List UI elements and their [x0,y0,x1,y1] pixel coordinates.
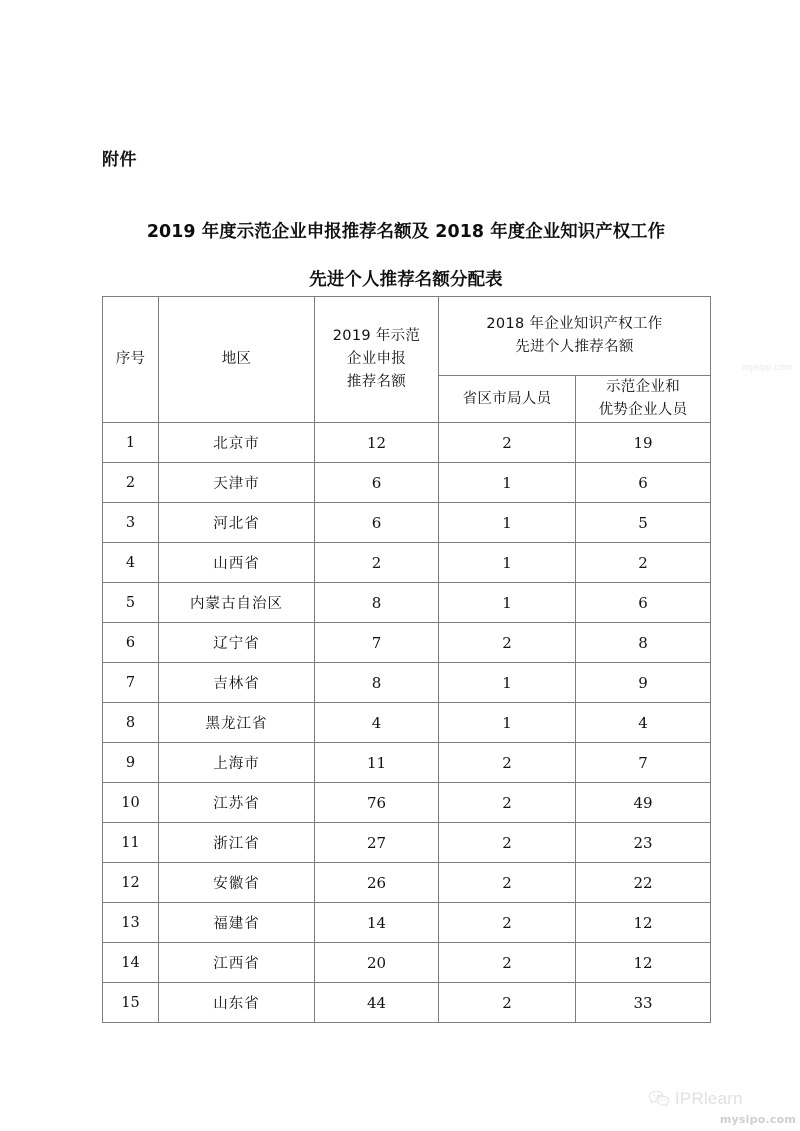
cell-provincial: 2 [439,783,576,823]
cell-enterprise: 22 [576,863,711,903]
cell-region: 福建省 [159,903,315,943]
column-header-group-2018-line-2: 先进个人推荐名额 [515,339,634,355]
cell-region: 安徽省 [159,863,315,903]
table-header-row-primary [103,297,711,376]
page-title-line-2: 先进个人推荐名额分配表 [309,270,503,290]
cell-region: 山西省 [159,543,315,583]
cell-provincial: 2 [439,623,576,663]
table-row [103,703,711,743]
side-watermark: mysipo.com [742,362,793,372]
cell-enterprise: 7 [576,743,711,783]
cell-index: 15 [103,983,159,1023]
cell-index: 4 [103,543,159,583]
cell-index: 8 [103,703,159,743]
table-row [103,543,711,583]
column-header-quota-2019 [315,297,439,423]
cell-index: 6 [103,623,159,663]
page-title [102,208,710,304]
table-row [103,863,711,903]
cell-region: 吉林省 [159,663,315,703]
footer-watermark [648,1089,796,1131]
cell-index: 12 [103,863,159,903]
cell-region: 山东省 [159,983,315,1023]
column-header-enterprise-staff-line-2: 优势企业人员 [598,402,688,418]
cell-enterprise: 6 [576,463,711,503]
wechat-icon [648,1090,670,1108]
cell-enterprise: 4 [576,703,711,743]
cell-index: 3 [103,503,159,543]
table-row [103,823,711,863]
cell-index: 7 [103,663,159,703]
cell-quota-2019: 20 [315,943,439,983]
table-row [103,903,711,943]
cell-quota-2019: 7 [315,623,439,663]
column-header-enterprise-staff-line-1: 示范企业和 [606,379,680,395]
column-header-region: 地区 [159,297,315,423]
cell-region: 北京市 [159,423,315,463]
cell-provincial: 1 [439,663,576,703]
table-row [103,743,711,783]
table-row [103,943,711,983]
cell-provincial: 2 [439,983,576,1023]
cell-region: 内蒙古自治区 [159,583,315,623]
cell-region: 天津市 [159,463,315,503]
cell-provincial: 2 [439,823,576,863]
table-body [103,423,711,1023]
table-row [103,423,711,463]
table-row [103,583,711,623]
cell-region: 辽宁省 [159,623,315,663]
allocation-table [102,296,711,1023]
cell-index: 14 [103,943,159,983]
column-header-quota-2019-line-1: 2019 年示范 [332,328,421,344]
cell-provincial: 1 [439,543,576,583]
cell-quota-2019: 12 [315,423,439,463]
column-header-group-2018 [439,297,711,376]
cell-region: 黑龙江省 [159,703,315,743]
cell-enterprise: 19 [576,423,711,463]
cell-quota-2019: 8 [315,583,439,623]
cell-quota-2019: 6 [315,463,439,503]
cell-index: 11 [103,823,159,863]
column-header-index: 序号 [103,297,159,423]
cell-enterprise: 49 [576,783,711,823]
column-header-quota-2019-line-3: 推荐名额 [346,374,407,390]
column-header-group-2018-line-1: 2018 年企业知识产权工作 [486,316,663,332]
table-header [103,297,711,423]
attachment-label: 附件 [102,150,137,170]
cell-provincial: 1 [439,503,576,543]
cell-quota-2019: 27 [315,823,439,863]
footer-watermark-brand [648,1089,743,1109]
cell-quota-2019: 44 [315,983,439,1023]
cell-enterprise: 12 [576,903,711,943]
cell-index: 2 [103,463,159,503]
column-header-enterprise-staff [576,376,711,423]
table-row [103,663,711,703]
cell-quota-2019: 76 [315,783,439,823]
cell-provincial: 2 [439,903,576,943]
cell-region: 浙江省 [159,823,315,863]
footer-watermark-brand-text: IPRlearn [675,1089,743,1108]
cell-provincial: 2 [439,743,576,783]
cell-index: 9 [103,743,159,783]
cell-provincial: 1 [439,703,576,743]
table-row [103,783,711,823]
cell-provincial: 2 [439,863,576,903]
column-header-provincial-staff: 省区市局人员 [439,376,576,423]
cell-region: 上海市 [159,743,315,783]
cell-enterprise: 6 [576,583,711,623]
cell-quota-2019: 2 [315,543,439,583]
cell-quota-2019: 6 [315,503,439,543]
cell-region: 河北省 [159,503,315,543]
column-header-quota-2019-line-2: 企业申报 [346,351,407,367]
page-title-line-1: 2019 年度示范企业申报推荐名额及 2018 年度企业知识产权工作 [146,222,666,242]
cell-index: 13 [103,903,159,943]
cell-index: 10 [103,783,159,823]
cell-provincial: 1 [439,583,576,623]
table-row [103,463,711,503]
cell-quota-2019: 11 [315,743,439,783]
cell-quota-2019: 26 [315,863,439,903]
cell-enterprise: 2 [576,543,711,583]
cell-quota-2019: 8 [315,663,439,703]
cell-region: 江西省 [159,943,315,983]
cell-provincial: 2 [439,943,576,983]
cell-quota-2019: 14 [315,903,439,943]
cell-quota-2019: 4 [315,703,439,743]
cell-enterprise: 9 [576,663,711,703]
cell-provincial: 2 [439,423,576,463]
cell-enterprise: 23 [576,823,711,863]
cell-enterprise: 5 [576,503,711,543]
cell-region: 江苏省 [159,783,315,823]
table-row [103,983,711,1023]
cell-index: 5 [103,583,159,623]
footer-watermark-url: mysipo.com [719,1113,796,1126]
cell-enterprise: 8 [576,623,711,663]
cell-enterprise: 33 [576,983,711,1023]
table-row [103,623,711,663]
cell-enterprise: 12 [576,943,711,983]
table-row [103,503,711,543]
cell-provincial: 1 [439,463,576,503]
cell-index: 1 [103,423,159,463]
